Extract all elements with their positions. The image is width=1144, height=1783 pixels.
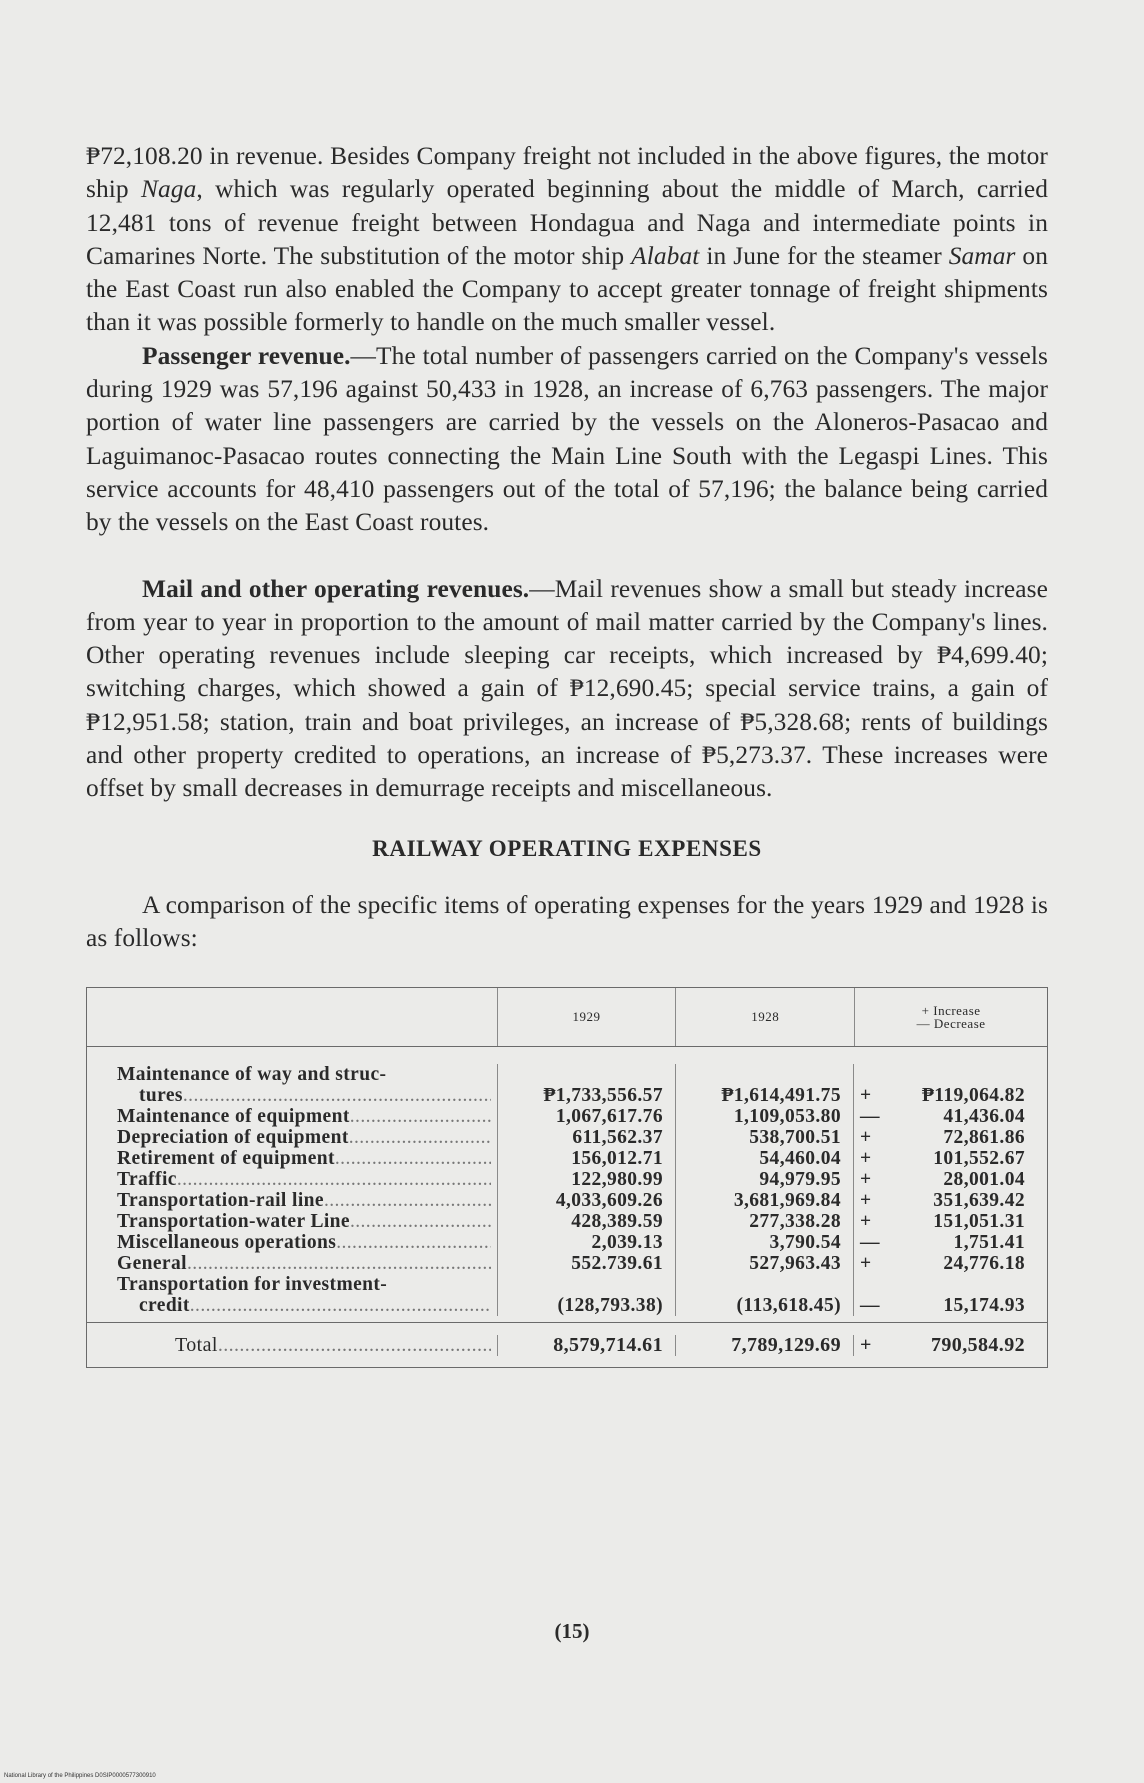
value-change: [853, 1190, 1045, 1211]
value-1929: 428,389.59: [497, 1211, 675, 1232]
dot-leader: [350, 1211, 491, 1232]
dot-leader: [177, 1169, 491, 1190]
table-row: [87, 1106, 1047, 1127]
value-1929: 552.739.61: [497, 1253, 675, 1274]
value-1929: 611,562.37: [497, 1127, 675, 1148]
label-line-1: [117, 1211, 491, 1232]
dot-leader: [324, 1190, 491, 1211]
value-change: [853, 1148, 1045, 1169]
value-1928: 538,700.51: [675, 1127, 853, 1148]
total-1928: 7,789,129.69: [675, 1335, 853, 1356]
row-label: [87, 1169, 497, 1190]
change-amount: 15,174.93: [943, 1295, 1025, 1317]
paragraph-passenger-revenue: Passenger revenue.—The total number of passengers carried on the Company's vessels during 1929 was 57,196 against 50,433 in 1928, an increase of 6,763 passengers. The major portion of water line passengers are carried by the vessels on the Aloneros-Pasacao and Laguimanoc-Pasacao routes connecting the Main Line South with the Legaspi Lines. This service accounts for 48,410 passengers out of the total of 57,196; the balance being carried by the vessels on the East Coast routes.: [86, 341, 1048, 537]
value-change: [853, 1064, 1045, 1106]
dot-leader: [350, 1106, 491, 1127]
value-change: [853, 1253, 1045, 1274]
value-1929: (128,793.38): [497, 1274, 675, 1316]
table-row: [87, 1064, 1047, 1106]
value-1928: (113,618.45): [675, 1274, 853, 1316]
table-row: [87, 1274, 1047, 1316]
change-amount: 101,552.67: [933, 1148, 1025, 1170]
label-text: credit: [139, 1295, 190, 1317]
value-1929: 4,033,609.26: [497, 1190, 675, 1211]
run-in-heading: Passenger revenue.: [142, 341, 351, 370]
label-line-1: [117, 1253, 491, 1274]
label-line-1: [175, 1335, 491, 1356]
dot-leader: [335, 1148, 491, 1169]
value-change: [853, 1169, 1045, 1190]
change-amount: 24,776.18: [943, 1253, 1025, 1275]
change-sign: —: [860, 1232, 880, 1254]
label-line-1: [117, 1232, 491, 1253]
value-1928: 277,338.28: [675, 1211, 853, 1232]
label-text: Transportation-rail line: [117, 1190, 324, 1212]
change-amount: 28,001.04: [943, 1169, 1025, 1191]
label-text: tures: [139, 1085, 183, 1107]
header-blank: [87, 988, 497, 1046]
value-1929: 156,012.71: [497, 1148, 675, 1169]
value-1928: ₱1,614,491.75: [675, 1064, 853, 1106]
value-1929: 2,039.13: [497, 1232, 675, 1253]
change-sign: +: [860, 1190, 872, 1212]
label-text: Depreciation of equipment: [117, 1127, 349, 1149]
change-sign: +: [860, 1085, 872, 1107]
value-1928: 94,979.95: [675, 1169, 853, 1190]
row-label: [87, 1064, 497, 1106]
value-1928: 3,681,969.84: [675, 1190, 853, 1211]
change-amount: 151,051.31: [933, 1211, 1025, 1233]
table-intro: A comparison of the specific items of operating expenses for the years 1929 and 1928 is as follows:: [86, 890, 1048, 952]
label-line-1: [117, 1169, 491, 1190]
row-label: [87, 1127, 497, 1148]
label-line-1: [117, 1106, 491, 1127]
ship-name-naga: Naga: [140, 175, 197, 204]
label-line-1: [117, 1190, 491, 1211]
header-1928: 1928: [675, 988, 854, 1046]
row-label: [87, 1148, 497, 1169]
change-sign: +: [860, 1333, 872, 1356]
table-total-row: [87, 1322, 1047, 1367]
change-amount: 790,584.92: [931, 1333, 1025, 1356]
change-sign: +: [860, 1169, 872, 1191]
table-row: [87, 1232, 1047, 1253]
paragraph-freight-revenue: ₱72,108.20 in revenue. Besides Company freight not included in the above figures, the motor ship Naga, which was regularly operated beginning about the middle of March, carried 12,481 tons of revenue freight between Hondagua and Naga and intermediate points in Camarines Norte. The substitution of the motor ship Alabat in June for the steamer Samar on the East Coast run also enabled the Company to accept greater tonnage of freight shipments than it was possible formerly to handle on the much smaller vessel.: [86, 142, 1049, 337]
ship-name-alabat: Alabat: [631, 241, 700, 270]
label-line-1: Transportation for investment-: [117, 1274, 388, 1296]
change-amount: 1,751.41: [953, 1232, 1025, 1254]
change-amount: ₱119,064.82: [922, 1085, 1025, 1107]
ship-name-samar: Samar: [948, 241, 1016, 270]
label-text: Maintenance of equipment: [117, 1106, 350, 1128]
table-row: [87, 1127, 1047, 1148]
value-1929: ₱1,733,556.57: [497, 1064, 675, 1106]
value-change: [853, 1127, 1045, 1148]
change-sign: +: [860, 1253, 872, 1275]
label-text: Retirement of equipment: [117, 1148, 335, 1170]
table-body: [87, 1047, 1047, 1367]
label-text: Miscellaneous operations: [117, 1232, 337, 1254]
value-1928: 527,963.43: [675, 1253, 853, 1274]
label-line-2: [117, 1295, 491, 1316]
value-change: [853, 1274, 1045, 1316]
label-line-1: Maintenance of way and struc-: [117, 1064, 387, 1086]
change-sign: +: [860, 1211, 872, 1233]
change-sign: —: [860, 1295, 880, 1317]
page-content: [86, 140, 1048, 1368]
dot-leader: [336, 1232, 491, 1253]
value-1929: 122,980.99: [497, 1169, 675, 1190]
dot-leader: [187, 1253, 491, 1274]
change-amount: 72,861.86: [943, 1127, 1025, 1149]
label-line-1: [117, 1148, 491, 1169]
total-label: [87, 1335, 497, 1356]
value-1928: 1,109,053.80: [675, 1106, 853, 1127]
total-change: [853, 1335, 1045, 1356]
expenses-table: [86, 987, 1048, 1368]
row-label: [87, 1274, 497, 1316]
dot-leader: [190, 1295, 491, 1316]
footer-note: National Library of the Philippines D0SIP0000577300910: [4, 1773, 156, 1779]
label-text: Traffic: [117, 1169, 177, 1191]
page-number: (15): [554, 1619, 590, 1643]
row-label: [87, 1106, 497, 1127]
change-sign: +: [860, 1148, 872, 1170]
table-header: [87, 988, 1047, 1047]
table-row: [87, 1148, 1047, 1169]
run-in-heading: Mail and other operating revenues.: [142, 574, 530, 603]
value-change: [853, 1232, 1045, 1253]
label-text: Transportation-water Line: [117, 1211, 350, 1233]
value-change: [853, 1106, 1045, 1127]
header-change: + Increase — Decrease: [854, 988, 1047, 1046]
table-row: [87, 1211, 1047, 1232]
change-sign: +: [860, 1127, 872, 1149]
total-1929: 8,579,714.61: [497, 1335, 675, 1356]
dot-leader: [183, 1085, 491, 1106]
table-row: [87, 1253, 1047, 1274]
table-row: [87, 1190, 1047, 1211]
dot-leader: [218, 1335, 491, 1356]
value-1929: 1,067,617.76: [497, 1106, 675, 1127]
dot-leader: [349, 1127, 491, 1148]
header-1929: 1929: [497, 988, 676, 1046]
row-label: [87, 1211, 497, 1232]
table-row: [87, 1169, 1047, 1190]
label-text: Total: [175, 1333, 218, 1356]
label-text: General: [117, 1253, 187, 1275]
row-label: [87, 1190, 497, 1211]
section-heading: RAILWAY OPERATING EXPENSES: [372, 835, 762, 861]
change-sign: —: [860, 1106, 880, 1128]
change-amount: 41,436.04: [943, 1106, 1025, 1128]
change-amount: 351,639.42: [933, 1190, 1025, 1212]
row-label: [87, 1232, 497, 1253]
value-1928: 3,790.54: [675, 1232, 853, 1253]
row-label: [87, 1253, 497, 1274]
value-1928: 54,460.04: [675, 1148, 853, 1169]
value-change: [853, 1211, 1045, 1232]
paragraph-mail-revenue: Mail and other operating revenues.—Mail revenues show a small but steady increase from year to year in proportion to the amount of mail matter carried by the Company's lines. Other operating revenues include sleeping car receipts, which increased by ₱4,699.40; switching charges, which showed a gain of ₱12,690.45; special service trains, a gain of ₱12,951.58; station, train and boat privileges, an increase of ₱5,328.68; rents of buildings and other property credited to operations, an increase of ₱5,273.37. These increases were offset by small decreases in demurrage receipts and miscellaneous.: [86, 574, 1048, 803]
label-line-2: [117, 1085, 491, 1106]
label-line-1: [117, 1127, 491, 1148]
